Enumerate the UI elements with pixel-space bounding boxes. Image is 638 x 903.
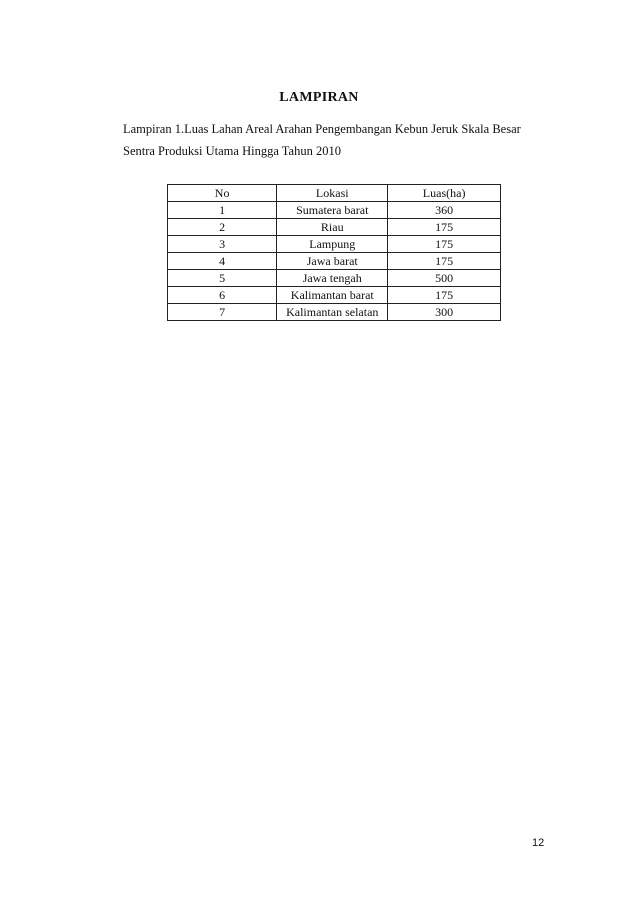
table-row [168, 287, 501, 304]
table-row [168, 202, 501, 219]
page-number: 12 [532, 837, 545, 849]
table-row [168, 253, 501, 270]
cell-lokasi: Kalimantan selatan [277, 304, 388, 321]
page-title: LAMPIRAN [279, 90, 359, 105]
cell-lokasi: Kalimantan barat [277, 287, 388, 304]
cell-luas: 500 [388, 270, 501, 287]
caption-line-1: Lampiran 1.Luas Lahan Areal Arahan Pengembangan Kebun Jeruk Skala Besar [123, 122, 521, 136]
cell-luas: 175 [388, 253, 501, 270]
table-row [168, 270, 501, 287]
table-row [168, 304, 501, 321]
cell-no: 3 [168, 236, 277, 253]
cell-lokasi: Sumatera barat [277, 202, 388, 219]
cell-no: 4 [168, 253, 277, 270]
cell-lokasi: Jawa barat [277, 253, 388, 270]
table-caption [123, 118, 543, 162]
cell-lokasi: Lampung [277, 236, 388, 253]
header-luas: Luas(ha) [388, 185, 501, 202]
header-lokasi: Lokasi [277, 185, 388, 202]
cell-luas: 300 [388, 304, 501, 321]
cell-no: 1 [168, 202, 277, 219]
cell-luas: 175 [388, 236, 501, 253]
cell-no: 6 [168, 287, 277, 304]
cell-luas: 360 [388, 202, 501, 219]
header-no: No [168, 185, 277, 202]
cell-luas: 175 [388, 219, 501, 236]
cell-lokasi: Jawa tengah [277, 270, 388, 287]
cell-luas: 175 [388, 287, 501, 304]
table-row [168, 236, 501, 253]
cell-no: 5 [168, 270, 277, 287]
table-header-row [168, 185, 501, 202]
cell-lokasi: Riau [277, 219, 388, 236]
caption-line-2: Sentra Produksi Utama Hingga Tahun 2010 [123, 144, 341, 158]
cell-no: 7 [168, 304, 277, 321]
land-area-table [167, 184, 501, 321]
cell-no: 2 [168, 219, 277, 236]
table-row [168, 219, 501, 236]
